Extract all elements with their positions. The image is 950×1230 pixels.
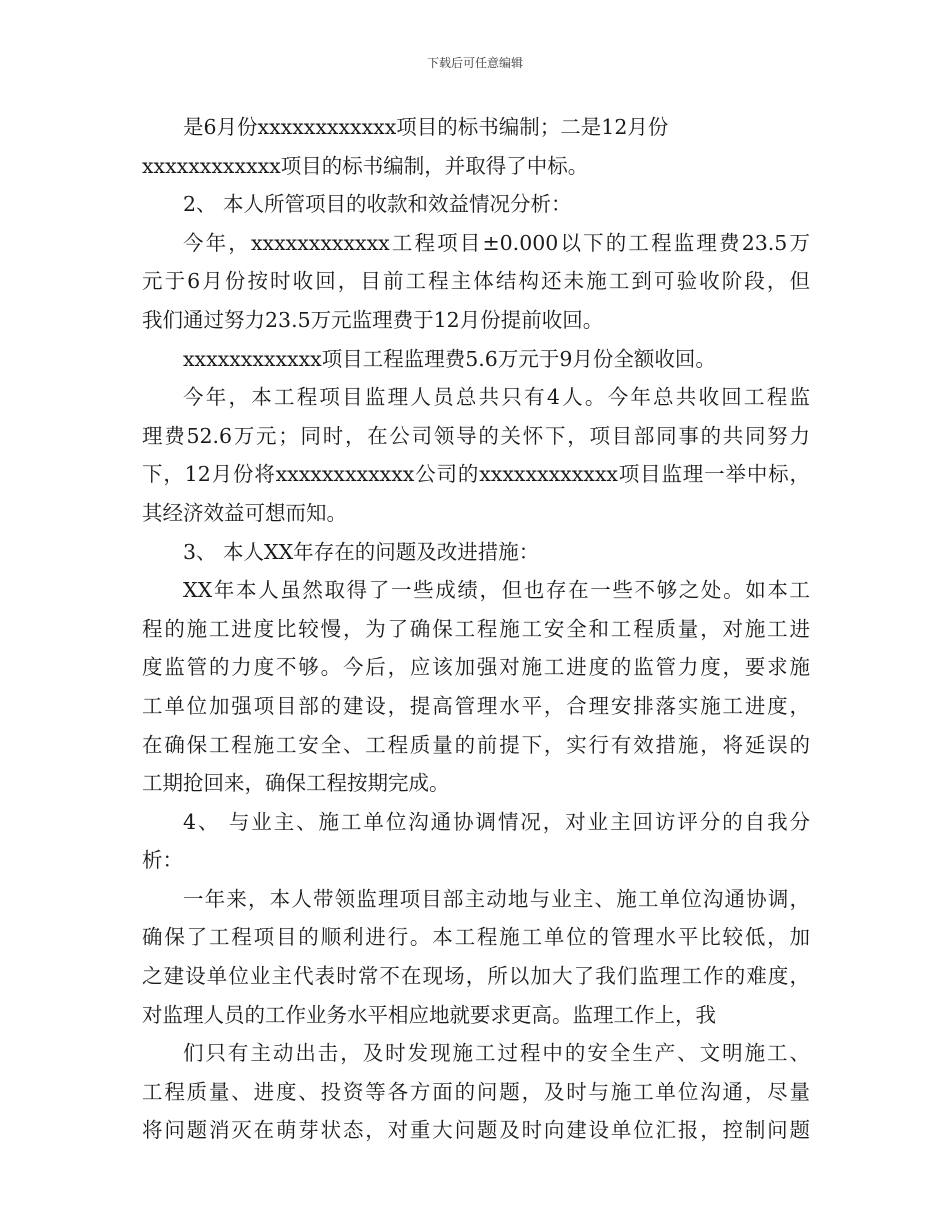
text-line: 3、 本人XX年存在的问题及改进措施： bbox=[183, 539, 540, 564]
page-header: 下载后可任意编辑 bbox=[426, 56, 523, 70]
text-line: 确保了工程项目的顺利进行。本工程施工单位的管理水平比较低，加 bbox=[142, 925, 810, 950]
text-line: 2、 本人所管项目的收款和效益情况分析： bbox=[183, 192, 572, 217]
text-line: XX年本人虽然取得了一些成绩，但也存在一些不够之处。如本工 bbox=[183, 578, 810, 603]
text-line: 4、 与业主、施工单位沟通协调情况，对业主回访评分的自我分 bbox=[183, 809, 810, 834]
text-line: 是6月份xxxxxxxxxxxx项目的标书编制；二是12月份 bbox=[183, 115, 669, 139]
text-line: 之建设单位业主代表时常不在现场，所以加大了我们监理工作的难度， bbox=[142, 964, 810, 989]
text-line: 工程质量、进度、投资等各方面的问题，及时与施工单位沟通，尽量 bbox=[142, 1079, 810, 1104]
text-line: 析： bbox=[142, 848, 183, 873]
document-body bbox=[142, 108, 810, 1150]
text-line: 在确保工程施工安全、工程质量的前提下，实行有效措施，将延误的 bbox=[142, 732, 810, 757]
text-line: 理费52.6万元；同时，在公司领导的关怀下，项目部同事的共同努力 bbox=[142, 423, 810, 448]
text-line: 将问题消灭在萌芽状态，对重大问题及时向建设单位汇报，控制问题 bbox=[142, 1118, 810, 1143]
text-line: 工单位加强项目部的建设，提高管理水平，合理安排落实施工进度， bbox=[142, 693, 810, 718]
text-line: xxxxxxxxxxxx项目的标书编制，并取得了中标。 bbox=[142, 153, 589, 178]
text-line: 工期抢回来，确保工程按期完成。 bbox=[142, 771, 450, 796]
text-line: 下，12月份将xxxxxxxxxxxx公司的xxxxxxxxxxxx项目监理一举中标， bbox=[142, 462, 810, 487]
text-line: 程的施工进度比较慢，为了确保工程施工安全和工程质量，对施工进 bbox=[142, 616, 810, 641]
text-line: 其经济效益可想而知。 bbox=[142, 500, 347, 525]
text-line: 今年，xxxxxxxxxxxx工程项目±0.000以下的工程监理费23.5万 bbox=[183, 230, 810, 255]
text-line: 度监管的力度不够。今后，应该加强对施工进度的监管力度，要求施 bbox=[142, 655, 810, 680]
text-line: 我们通过努力23.5万元监理费于12月份提前收回。 bbox=[142, 307, 604, 332]
text-line: xxxxxxxxxxxx项目工程监理费5.6万元于9月份全额收回。 bbox=[183, 346, 716, 371]
text-line: 元于6月份按时收回，目前工程主体结构还未施工到可验收阶段，但 bbox=[142, 269, 810, 294]
text-line: 一年来，本人带领监理项目部主动地与业主、施工单位沟通协调， bbox=[183, 886, 810, 911]
text-line: 对监理人员的工作业务水平相应地就要求更高。监理工作上，我 bbox=[142, 1002, 716, 1027]
text-line: 们只有主动出击，及时发现施工过程中的安全生产、文明施工、 bbox=[183, 1041, 810, 1066]
text-line: 今年，本工程项目监理人员总共只有4人。今年总共收回工程监 bbox=[183, 385, 810, 410]
